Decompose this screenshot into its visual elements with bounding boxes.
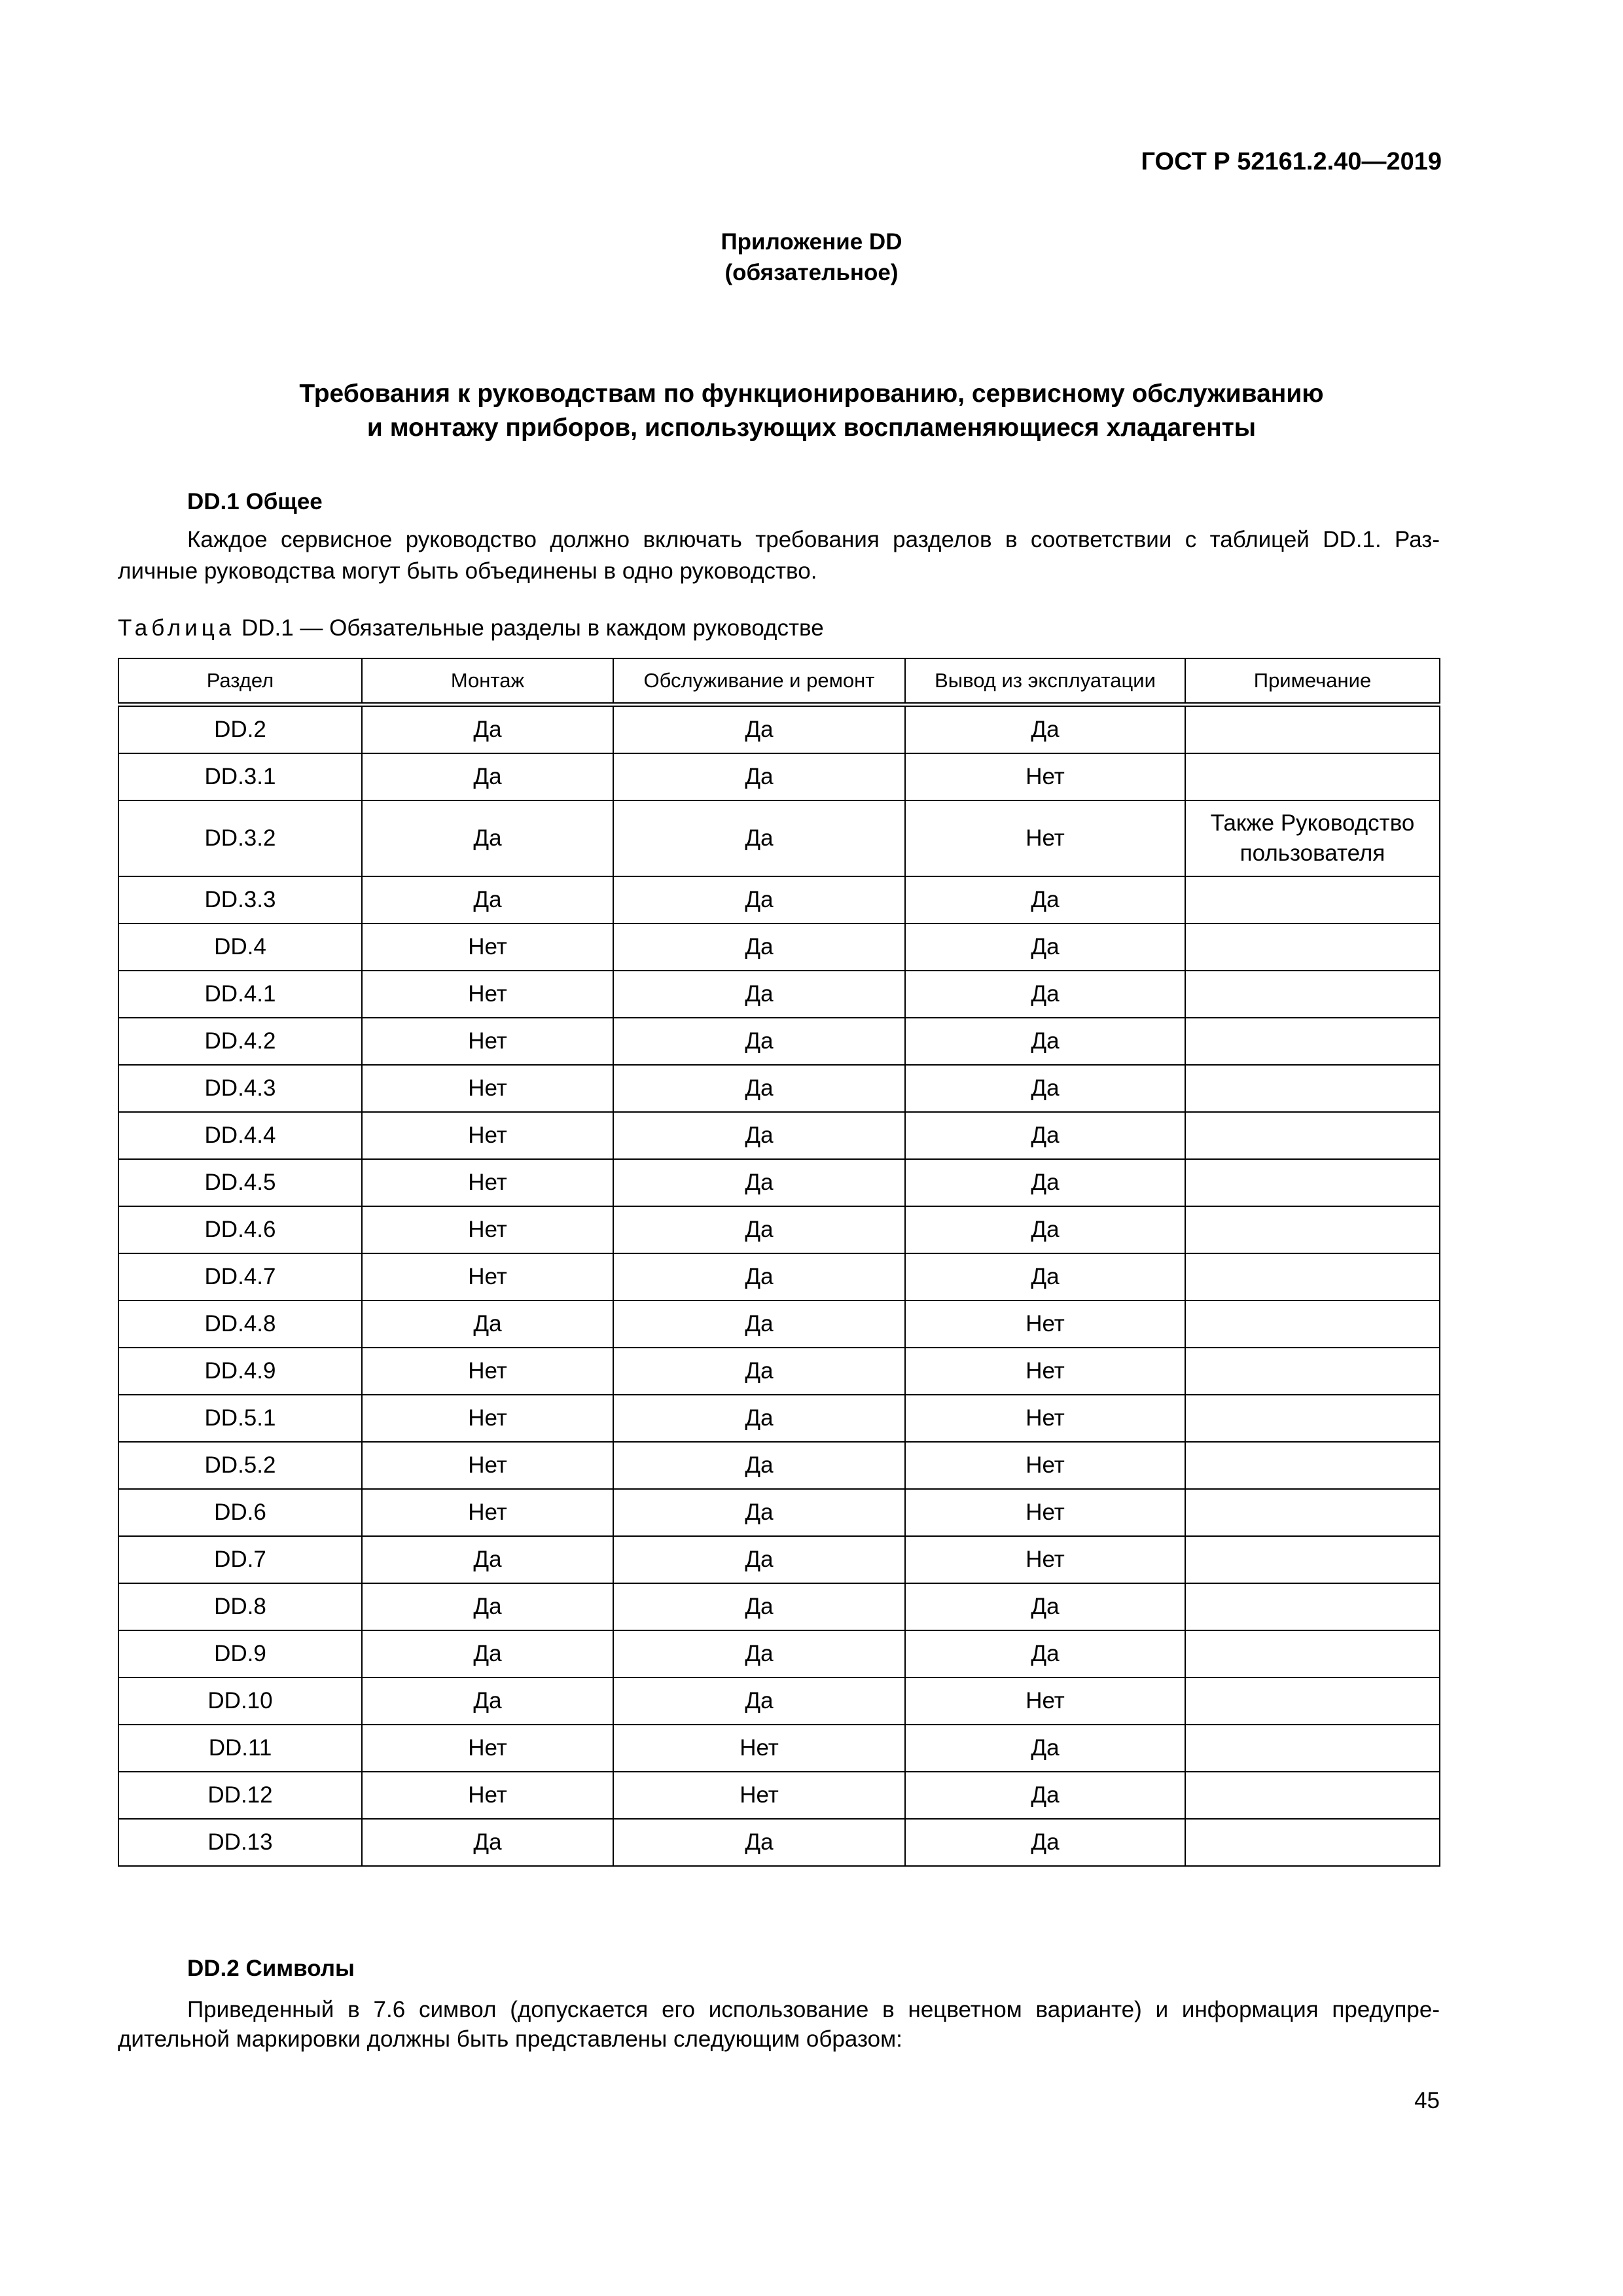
table-row <box>118 1772 1440 1819</box>
table-row <box>118 1065 1440 1112</box>
table-cell: Да <box>613 1112 905 1159</box>
table-cell: DD.4.7 <box>118 1253 362 1300</box>
table-cell: Нет <box>905 753 1185 800</box>
table-cell <box>1185 1489 1440 1536</box>
document-id: ГОСТ Р 52161.2.40—2019 <box>1141 148 1442 175</box>
column-header: Монтаж <box>362 658 613 705</box>
table-cell: DD.7 <box>118 1536 362 1583</box>
table-cell: DD.2 <box>118 705 362 754</box>
table-cell <box>1185 971 1440 1018</box>
table-cell: Да <box>613 1583 905 1630</box>
table-row <box>118 1583 1440 1630</box>
table-cell: Да <box>362 1536 613 1583</box>
table-cell: Да <box>613 1300 905 1348</box>
table-cell: Да <box>905 705 1185 754</box>
table-cell: DD.5.2 <box>118 1442 362 1489</box>
table-cell <box>1185 1772 1440 1819</box>
table-cell: DD.4.8 <box>118 1300 362 1348</box>
table-cell: Да <box>613 705 905 754</box>
table-cell <box>1185 1159 1440 1206</box>
section1-paragraph-line2: личные руководства могут быть объединены в одно руководство. <box>118 558 817 584</box>
table-cell: Да <box>613 971 905 1018</box>
table-cell <box>1185 1677 1440 1725</box>
table-cell: Да <box>905 1018 1185 1065</box>
table-cell: DD.4.3 <box>118 1065 362 1112</box>
table-cell: Нет <box>905 1442 1185 1489</box>
table-row <box>118 1442 1440 1489</box>
table-cell: Да <box>613 924 905 971</box>
column-header: Обслуживание и ремонт <box>613 658 905 705</box>
table-cell: Да <box>613 800 905 876</box>
table-caption <box>118 615 824 641</box>
table-cell: Нет <box>613 1725 905 1772</box>
table-cell: Да <box>905 1630 1185 1677</box>
table-cell <box>1185 1253 1440 1300</box>
table-cell <box>1185 1112 1440 1159</box>
section2-paragraph-line2: дительной маркировки должны быть представлены следующим образом: <box>118 2026 902 2052</box>
table-cell: Да <box>905 1583 1185 1630</box>
table-cell: Да <box>362 1583 613 1630</box>
table-cell: Да <box>905 1159 1185 1206</box>
table-cell: Да <box>613 1819 905 1866</box>
table-cell: DD.4.6 <box>118 1206 362 1253</box>
table-row <box>118 1018 1440 1065</box>
table-cell: Нет <box>905 800 1185 876</box>
table-cell <box>1185 705 1440 754</box>
table-cell: Нет <box>613 1772 905 1819</box>
table-cell: Да <box>905 1206 1185 1253</box>
table-row <box>118 1725 1440 1772</box>
table-cell: Нет <box>905 1489 1185 1536</box>
table-cell: Да <box>905 1772 1185 1819</box>
table-cell: DD.4.9 <box>118 1348 362 1395</box>
table-caption-text: DD.1 — Обязательные разделы в каждом руководстве <box>235 615 824 641</box>
table-cell: Да <box>613 1536 905 1583</box>
table-cell: Нет <box>362 924 613 971</box>
table-cell: Нет <box>362 1442 613 1489</box>
table-cell: Нет <box>905 1300 1185 1348</box>
table-cell <box>1185 1442 1440 1489</box>
table-cell: Да <box>613 1395 905 1442</box>
table-row <box>118 1112 1440 1159</box>
table-cell: Нет <box>905 1395 1185 1442</box>
table-cell: Нет <box>362 1018 613 1065</box>
page-title-line1: Требования к руководствам по функционированию, сервисному обслуживанию <box>299 380 1324 408</box>
table-row <box>118 1348 1440 1395</box>
table-cell: Да <box>905 1112 1185 1159</box>
table-cell: Да <box>362 1819 613 1866</box>
table-row <box>118 1253 1440 1300</box>
table-cell: Нет <box>362 1159 613 1206</box>
table-cell: Да <box>613 1018 905 1065</box>
section1-paragraph-line1: Каждое сервисное руководство должно включать требования разделов в соответствии с таблицей DD.1. Раз- <box>187 527 1440 552</box>
table-cell: Нет <box>362 1725 613 1772</box>
section-heading-dd2: DD.2 Символы <box>187 1956 355 1981</box>
table-cell: DD.5.1 <box>118 1395 362 1442</box>
table-caption-label: Таблица <box>118 615 236 641</box>
table-cell <box>1185 1819 1440 1866</box>
table-cell <box>1185 1630 1440 1677</box>
table-cell <box>1185 1348 1440 1395</box>
table-row <box>118 1159 1440 1206</box>
table-cell: Да <box>362 705 613 754</box>
table-cell: DD.12 <box>118 1772 362 1819</box>
table-cell: Да <box>905 1065 1185 1112</box>
table-cell: DD.4.2 <box>118 1018 362 1065</box>
table-cell: Да <box>362 876 613 924</box>
table-cell: Да <box>905 971 1185 1018</box>
table-cell: Нет <box>905 1677 1185 1725</box>
table-row <box>118 705 1440 754</box>
table-row <box>118 1819 1440 1866</box>
table-cell: DD.3.2 <box>118 800 362 876</box>
table-cell: DD.4 <box>118 924 362 971</box>
table-cell: Да <box>905 1819 1185 1866</box>
table-cell: DD.10 <box>118 1677 362 1725</box>
column-header: Примечание <box>1185 658 1440 705</box>
table-cell: Да <box>905 1253 1185 1300</box>
table-cell: DD.3.3 <box>118 876 362 924</box>
table-cell: Нет <box>362 1206 613 1253</box>
table-row <box>118 753 1440 800</box>
column-header: Раздел <box>118 658 362 705</box>
table-cell: Да <box>613 1206 905 1253</box>
table-cell: Нет <box>362 1253 613 1300</box>
table-cell: Нет <box>362 971 613 1018</box>
table-cell: DD.9 <box>118 1630 362 1677</box>
table-cell: Да <box>905 924 1185 971</box>
table-cell <box>1185 1536 1440 1583</box>
table-cell: Да <box>613 876 905 924</box>
table-cell: Да <box>613 1630 905 1677</box>
table-cell <box>1185 876 1440 924</box>
table-cell: Да <box>613 1253 905 1300</box>
table-cell: Да <box>362 1300 613 1348</box>
page-number: 45 <box>1414 2088 1440 2113</box>
section-heading-dd1: DD.1 Общее <box>187 489 323 514</box>
table-row <box>118 924 1440 971</box>
table-row <box>118 1489 1440 1536</box>
table-cell: Нет <box>905 1348 1185 1395</box>
table-cell: Да <box>362 1630 613 1677</box>
table-row <box>118 1300 1440 1348</box>
table-cell: DD.8 <box>118 1583 362 1630</box>
table-cell: DD.13 <box>118 1819 362 1866</box>
page-title-line2: и монтажу приборов, использующих воспламеняющиеся хладагенты <box>366 414 1257 442</box>
table-cell: DD.6 <box>118 1489 362 1536</box>
table-row <box>118 1206 1440 1253</box>
table-row <box>118 971 1440 1018</box>
table-cell: Да <box>613 753 905 800</box>
table-cell: DD.4.5 <box>118 1159 362 1206</box>
table-cell <box>1185 1065 1440 1112</box>
table-cell: Да <box>905 1725 1185 1772</box>
table-cell: Нет <box>362 1112 613 1159</box>
table-cell <box>1185 753 1440 800</box>
table-cell: Да <box>613 1442 905 1489</box>
table-cell: Да <box>905 876 1185 924</box>
table-header-row <box>118 658 1440 705</box>
table-cell <box>1185 1725 1440 1772</box>
table-cell: DD.4.4 <box>118 1112 362 1159</box>
table-cell <box>1185 1300 1440 1348</box>
table-cell: Да <box>613 1065 905 1112</box>
table-cell: Нет <box>905 1536 1185 1583</box>
table-cell: Да <box>613 1489 905 1536</box>
table-cell <box>1185 1583 1440 1630</box>
table-cell: Нет <box>362 1348 613 1395</box>
appendix-status: (обязательное) <box>724 260 899 285</box>
table-cell: Нет <box>362 1065 613 1112</box>
table-row <box>118 800 1440 876</box>
table-cell: Нет <box>362 1489 613 1536</box>
table-row <box>118 876 1440 924</box>
table-cell: Да <box>613 1677 905 1725</box>
section2-paragraph-line1: Приведенный в 7.6 символ (допускается его использование в нецветном варианте) и информация предупре- <box>187 1997 1440 2022</box>
table-cell: Также Руководство пользователя <box>1185 800 1440 876</box>
column-header: Вывод из эксплуатации <box>905 658 1185 705</box>
table-cell: Да <box>362 800 613 876</box>
table-cell: DD.3.1 <box>118 753 362 800</box>
table-cell <box>1185 1018 1440 1065</box>
table-cell: Да <box>362 1677 613 1725</box>
table-cell: Да <box>613 1348 905 1395</box>
table-cell <box>1185 924 1440 971</box>
table-cell: Нет <box>362 1395 613 1442</box>
appendix-title: Приложение DD <box>721 229 902 255</box>
table-cell: Нет <box>362 1772 613 1819</box>
table-cell <box>1185 1206 1440 1253</box>
table-row <box>118 1677 1440 1725</box>
table-row <box>118 1536 1440 1583</box>
table-cell: Да <box>613 1159 905 1206</box>
table-cell: DD.4.1 <box>118 971 362 1018</box>
table-row <box>118 1395 1440 1442</box>
table-cell <box>1185 1395 1440 1442</box>
table-row <box>118 1630 1440 1677</box>
requirements-table <box>118 658 1440 1867</box>
table-cell: Да <box>362 753 613 800</box>
table-cell: DD.11 <box>118 1725 362 1772</box>
